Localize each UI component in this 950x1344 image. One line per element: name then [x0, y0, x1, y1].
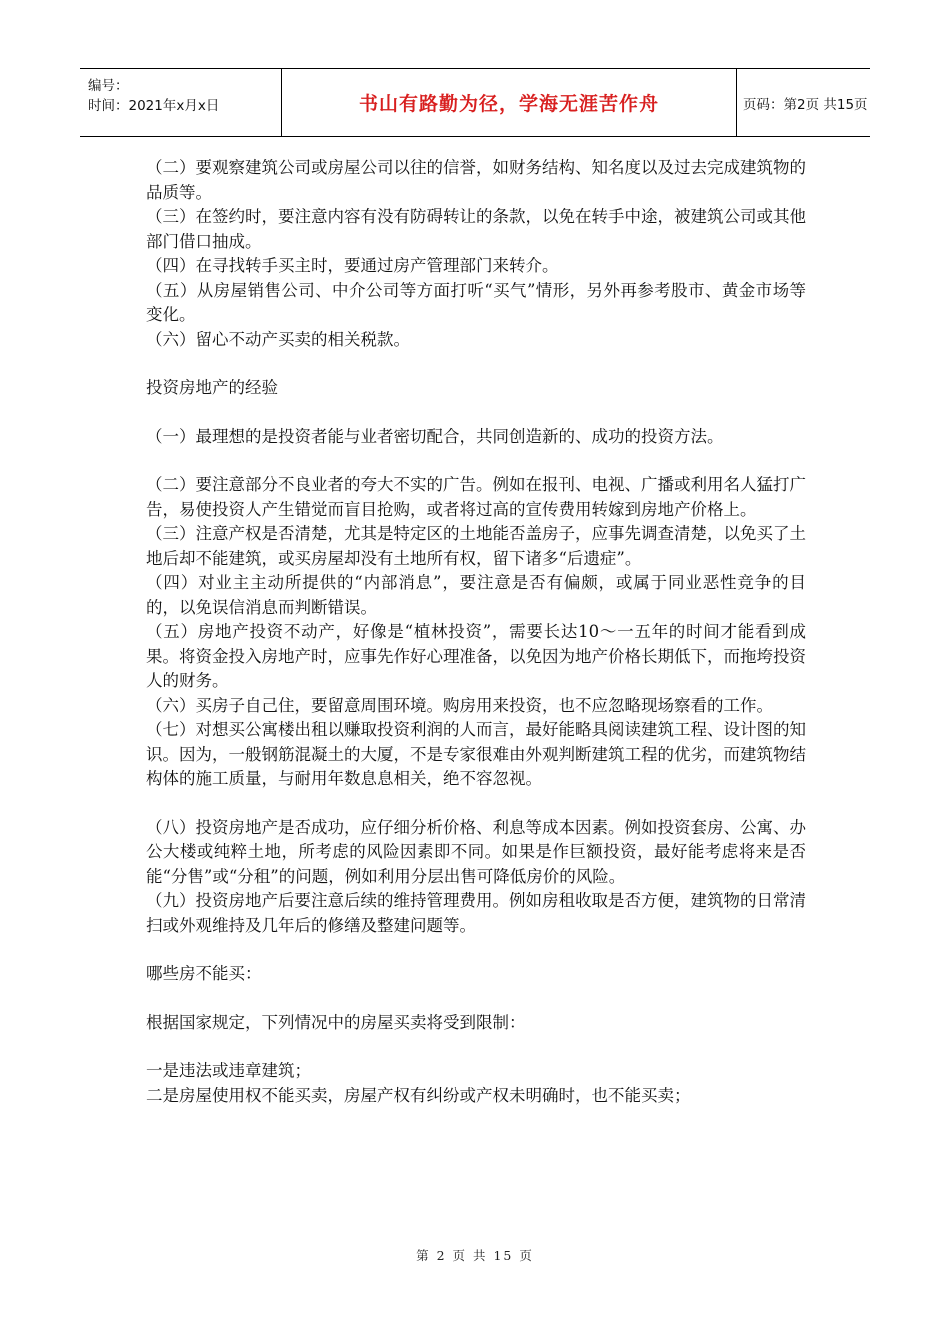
paragraph-spacer [146, 401, 806, 425]
body-paragraph: （九）投资房地产后要注意后续的维持管理费用。例如房租收取是否方便，建筑物的日常清扫或外观维持及几年后的修缮及整建问题等。 [146, 891, 806, 935]
body-paragraph: （五）从房屋销售公司、中介公司等方面打听“买气”情形，另外再参考股市、黄金市场等变化。 [146, 280, 806, 324]
body-paragraph: （四）对业主主动所提供的“内部消息”，要注意是否有偏颇，或属于同业恶性竞争的目的，以免误信消息而判断错误。 [146, 573, 806, 617]
paragraph-spacer [146, 449, 806, 473]
page-code: 页码：第2页 共15页 [743, 96, 868, 113]
body-paragraph: （一）最理想的是投资者能与业者密切配合，共同创造新的、成功的投资方法。 [146, 426, 724, 446]
serial-number-label: 编号： [88, 78, 129, 94]
header-info-cell [80, 69, 282, 136]
header-page-cell [737, 69, 870, 136]
header-motto-cell [282, 69, 737, 136]
body-paragraph: 根据国家规定，下列情况中的房屋买卖将受到限制： [146, 1012, 526, 1032]
body-paragraph: 二是房屋使用权不能买卖，房屋产权有纠纷或产权未明确时，也不能买卖； [146, 1085, 691, 1105]
body-paragraph: （二）要注意部分不良业者的夸大不实的广告。例如在报刊、电视、广播或利用名人猛打广告，易使投资人产生错觉而盲目抢购，或者将过高的宣传费用转嫁到房地产价格上。 [146, 475, 806, 519]
body-paragraph: （八）投资房地产是否成功，应仔细分析价格、利息等成本因素。例如投资套房、公寓、办公大楼或纯粹土地，所考虑的风险因素即不同。如果是作巨额投资，最好能考虑将来是否能“分售”或“分租”的问题，例如利用分层出售可降低房价的风险。 [146, 817, 806, 886]
page-footer: 第 2 页 共 15 页 [416, 1248, 534, 1263]
body-paragraph: （二）要观察建筑公司或房屋公司以往的信誉，如财务结构、知名度以及过去完成建筑物的品质等。 [146, 158, 806, 202]
document-body [146, 156, 806, 1108]
body-paragraph: （七）对想买公寓楼出租以赚取投资利润的人而言，最好能略具阅读建筑工程、设计图的知识。因为，一般钢筋混凝土的大厦，不是专家很难由外观判断建筑工程的优劣，而建筑物结构体的施工质量，与耐用年数息息相关，绝不容忽视。 [146, 720, 806, 788]
body-paragraph: （三）在签约时，要注意内容有没有防碍转让的条款，以免在转手中途，被建筑公司或其他部门借口抽成。 [146, 207, 806, 251]
body-paragraph: 一是违法或违章建筑； [146, 1061, 311, 1080]
body-paragraph: （四）在寻找转手买主时，要通过房产管理部门来转介。 [146, 256, 559, 275]
body-paragraph: 投资房地产的经验 [146, 378, 278, 397]
date-label: 时间：2021年x月x日 [88, 98, 220, 114]
body-paragraph: （六）留心不动产买卖的相关税款。 [146, 329, 410, 349]
paragraph-spacer [146, 792, 806, 816]
body-paragraph: 哪些房不能买： [146, 964, 262, 983]
paragraph-spacer [146, 1035, 806, 1059]
body-paragraph: （五）房地产投资不动产，好像是“植林投资”，需要长达10～一五年的时间才能看到成果。将资金投入房地产时，应事先作好心理准备，以免因为地产价格长期低下，而拖垮投资人的财务。 [146, 622, 806, 690]
paragraph-spacer [146, 352, 806, 376]
body-paragraph: （三）注意产权是否清楚，尤其是特定区的土地能否盖房子，应事先调查清楚，以免买了土地后却不能建筑，或买房屋却没有土地所有权，留下诸多“后遗症”。 [146, 524, 806, 568]
motto-text: 书山有路勤为径，学海无涯苦作舟 [358, 93, 659, 115]
paragraph-spacer [146, 938, 806, 962]
document-header [80, 68, 870, 137]
paragraph-spacer [146, 987, 806, 1011]
body-paragraph: （六）买房子自己住，要留意周围环境。购房用来投资，也不应忽略现场察看的工作。 [146, 695, 773, 715]
